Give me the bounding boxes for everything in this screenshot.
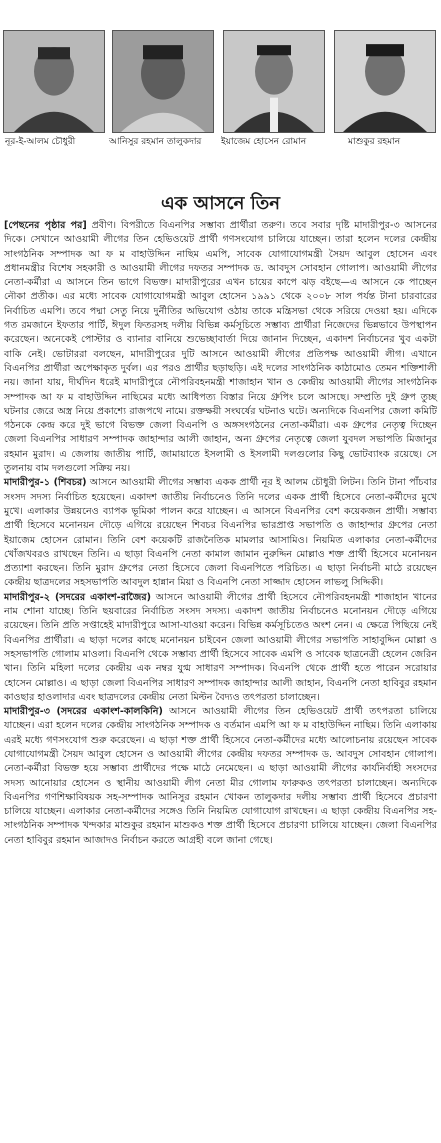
candidate-photo-3 (221, 30, 325, 147)
photo-caption: ইয়াজেম হোসেন রোমান (221, 137, 307, 147)
paragraph-text: প্রবীণ। বিপরীতে বিএনপির সম্ভাব্য প্রার্থীরা তরুণ। তবে সবার দৃষ্টি মাদারীপুর-৩ আসনের দিকে। সেখানে আওয়ামী লীগের তিন হেভিওয়েট প্রার্থী গণসংযোগ চালিয়ে যাচ্ছেন। তারা হলেন দলের কেন্দ্রীয় সাংগঠনিক সম্পাদক আ ফ ম বাহাউদ্দিন নাছিম এমপি, সাবেক যোগাযোগমন্ত্রী সৈয়দ আবুল হোসেন এবং প্রধানমন্ত্রীর বিশেষ সহকারী ও আওয়ামী লীগের দফতর সম্পাদক ড. আবদুস সোবহান গোলাপ। আওয়ামী লীগের নেতা-কর্মীরা এ আসনে তিন ভাগে বিভক্ত। মাদারীপুরের এখন চায়ের কাপে ঝড় বইছে—এ আসনে কে পাচ্ছেন নৌকা প্রতীক। এর মধ্যে সাবেক যোগাযোগমন্ত্রী আবুল হোসেন ১৯৯১ থেকে ২০০৮ সাল পর্যন্ত টানা চারবারের নির্বাচিত এমপি। তবে পদ্মা সেতু নিয়ে দুর্নীতির অভিযোগ ওঠায় তাকে মন্ত্রিসভা থেকে সরিয়ে দেওয়া হয়। এদিকে গত রমজানে ইফতার পার্টি, ঈদুল ফিতরসহ দলীয় বিভিন্ন কর্মসূচিতে সম্ভাব্য প্রার্থীরা নিজেদের ভিন্নভাবে উপস্থাপন করেছেন। অনেকেই পোস্টার ও ব্যানার বানিয়ে শুভেচ্ছাবার্তা দিয়ে জানান দিচ্ছেন, একাদশ নির্বাচনের খুব একটা বাকি নেই। ভোটাররা বলছেন, মাদারীপুরের দুটি আসনে আওয়ামী লীগের প্রতিপক্ষ আওয়ামী লীগ। এখানে বিএনপির প্রার্থীরা অপেক্ষাকৃত দুর্বল। এর পরও প্রার্থীর ছড়াছড়ি। এই দলের সাংগঠনিক কাঠামোও তেমন শক্তিশালী নয়। জানা যায়, দীর্ঘদিন ধরেই মাদারীপুরে নৌপরিবহনমন্ত্রী শাজাহান খান ও কেন্দ্রীয় আওয়ামী লীগের সাংগঠনিক সম্পাদক আ ফ ম বাহাউদ্দিন নাছিমের মধ্যে আধিপত্য বিস্তার নিয়ে গ্রুপিং চলে আসছে। সম্প্রতি দুই গ্রুপ তুচ্ছ ঘটনার জেরে অস্ত্র নিয়ে প্রকাশ্যে রাজপথে নামে। রক্তক্ষয়ী সংঘর্ষের ঘটনাও ঘটে। অন্যদিকে বিএনপির জেলা কমিটি গঠনকে কেন্দ্র করে দুই ভাগে বিভক্ত জেলা বিএনপি ও অঙ্গসংগঠনের নেতা-কর্মীরা। এক গ্রুপের নেতৃত্ব দিচ্ছেন জেলা বিএনপির সাধারণ সম্পাদক জাহান্দার আলী জাহান, অন্য গ্রুপের নেতৃত্বে জেলা যুবদল সভাপতি মিজানুর রহমান মুরাদ। এ জেলায় জাতীয় পার্টি, জামায়াতে ইসলামী ও ইসলামী দলগুলোর কিছু ভোটব্যাংক রয়েছে। সে তুলনায় বাম দলগুলো সক্রিয় নয়। (4, 220, 437, 475)
candidate-photo-4 (334, 30, 436, 147)
portrait-image (112, 30, 214, 133)
paragraph-lead: মাদারীপুর-১ (শিবচর) (4, 477, 87, 489)
candidate-photo-strip (3, 30, 438, 148)
candidate-photo-1 (3, 30, 105, 147)
photo-caption: মাশুকুর রহমান (348, 137, 401, 147)
article-paragraph (4, 219, 437, 476)
photo-caption: নূর-ই-আলম চৌধুরী (5, 137, 76, 147)
paragraph-lead: মাদারীপুর-২ (সদরের একাংশ-রাজৈর) (4, 591, 152, 603)
paragraph-lead: মাদারীপুর-৩ (সদরের একাংশ-কালকিনি) (4, 706, 163, 718)
article-body (4, 219, 437, 848)
article-paragraph (4, 591, 437, 705)
paragraph-text: আসনে আওয়ামী লীগের সম্ভাব্য একক প্রার্থী নূর ই আলম চৌধুরী লিটন। তিনি টানা পাঁচবার সংসদ সদস্য নির্বাচিত হয়েছেন। একাদশ জাতীয় নির্বাচনেও তিনি দলের একক প্রার্থী হিসেবে নেতা-কর্মীদের মুখে মুখে। এলাকার উন্নয়নেও ব্যাপক ভূমিকা পালন করে যাচ্ছেন। এ আসনে বিএনপির বেশ কয়েকজন প্রার্থী। সম্ভাব্য প্রার্থী হিসেবে মনোনয়ন দৌড়ে এগিয়ে রয়েছেন শিবচর বিএনপির ভারপ্রাপ্ত সভাপতি ও জাহান্দার গ্রুপের নেতা ইয়াজেম হোসেন রোমান। তিনি বেশ কয়েকটি রাজনৈতিক মামলার আসামিও। নিয়মিত এলাকার নেতা-কর্মীদের খোঁজখবরও রাখছেন তিনি। এ ছাড়া বিএনপি নেতা কামাল জামান নুরুদ্দিন মোল্লাও শক্ত প্রার্থী হিসেবে মনোনয়ন প্রত্যাশা করছেন। তিনি মুরাদ গ্রুপের নেতা হিসেবে জেলা বিএনপিতে পরিচিত। এ ছাড়া নির্বাচনী মাঠে রয়েছেন কেন্দ্রীয় ছাত্রদলের সহসভাপতি আবদুল হান্নান মিয়া ও বিএনপি নেতা সাজ্জাদ হোসেন লাভলু সিদ্দিকী। (4, 477, 437, 589)
paragraph-lead: [পেছনের পৃষ্ঠার পর] (4, 220, 87, 231)
candidate-photo-2 (109, 30, 214, 147)
portrait-image (223, 30, 325, 133)
portrait-image (3, 30, 105, 133)
article-paragraph (4, 705, 437, 848)
portrait-image (334, 30, 436, 133)
article-headline: এক আসনে তিন (160, 193, 281, 214)
paragraph-text: আসনে আওয়ামী লীগের তিন হেভিওয়েট প্রার্থী তৎপরতা চালিয়ে যাচ্ছেন। এরা হলেন দলের কেন্দ্রীয় সাংগঠনিক সম্পাদক ও বর্তমান এমপি আ ফ ম বাহাউদ্দিন নাছিম। তিনি এলাকায় এরই মধ্যে গণসংযোগ শুরু করেছেন। এ ছাড়া শক্ত প্রার্থী হিসেবে নেতা-কর্মীদের মধ্যে আলোচনায় রয়েছেন সাবেক যোগাযোগমন্ত্রী সৈয়দ আবুল হোসেন ও আওয়ামী লীগের কেন্দ্রীয় দফতর সম্পাদক ড. আবদুস সোবহান গোলাপ। নেতা-কর্মীরা বিভক্ত হয়ে সম্ভাব্য প্রার্থীদের পক্ষে মাঠে নেমেছেন। এ ছাড়া আওয়ামী লীগের কার্যনির্বাহী সংসদের সদস্য আনোয়ার হোসেন ও স্থানীয় আওয়ামী লীগ নেতা মীর গোলাম ফারুকও তৎপরতা চালাচ্ছেন। অন্যদিকে বিএনপির গণশিক্ষাবিষয়ক সহ-সম্পাদক আনিসুর রহমান খোকন তালুকদার দলীয় সম্ভাব্য প্রার্থী হিসেবে প্রচারণা চালিয়ে যাচ্ছেন। এলাকার নেতা-কর্মীদের সঙ্গেও তিনি নিয়মিত যোগাযোগ রাখছেন। এ ছাড়া কেন্দ্রীয় বিএনপির সহ-সাংগঠনিক সম্পাদক খন্দকার মাশুকুর রহমান মাশুকও শক্ত প্রার্থী হিসেবে প্রচারণা চালিয়ে যাচ্ছেন। জেলা বিএনপির নেতা হাবিবুর রহমান আজাদও নির্বাচন করতে আগ্রহী বলে জানা গেছে। (4, 706, 437, 846)
paragraph-text: আসনে আওয়ামী লীগের প্রার্থী হিসেবে নৌপরিবহনমন্ত্রী শাজাহান খানের নাম শোনা যাচ্ছে। তিনি ছয়বারের নির্বাচিত সংসদ সদস্য। একাদশ জাতীয় নির্বাচনেও মনোনয়ন দৌড়ে এগিয়ে রয়েছেন। তিনি প্রতি সপ্তাহেই মাদারীপুরে আসা-যাওয়া করেন। বিভিন্ন কর্মসূচিতেও অংশ নেন। এ ক্ষেত্রে পিছিয়ে নেই বিএনপির প্রার্থীরা। এ ছাড়া দলের কাছে মনোনয়ন চাইবেন জেলা আওয়ামী লীগের সভাপতি সাহাবুদ্দিন মোল্লা ও সহসভাপতি গোলাম মাওলা। বিএনপি থেকে সম্ভাব্য প্রার্থী হিসেবে সাবেক এমপি ও সাবেক ছাত্রনেত্রী হেলেন জেরিন খান। তিনি মহিলা দলের কেন্দ্রীয় এক নম্বর যুগ্ম সাধারণ সম্পাদক। বিএনপি থেকে প্রার্থী হতে পারেন সরোয়ার হোসেন মোল্লাও। এ ছাড়া জেলা বিএনপির সাধারণ সম্পাদক জাহান্দার আলী জাহান, বিএনপি নেতা হাবিবুর রহমান কাওছার হাওলাদার এবং ছাত্রদলের কেন্দ্রীয় নেতা মিল্টন বৈদ্যও তৎপরতা চালাচ্ছেন। (4, 591, 437, 703)
photo-caption: আনিসুর রহমান তালুকদার (109, 137, 202, 147)
article-paragraph (4, 476, 437, 590)
